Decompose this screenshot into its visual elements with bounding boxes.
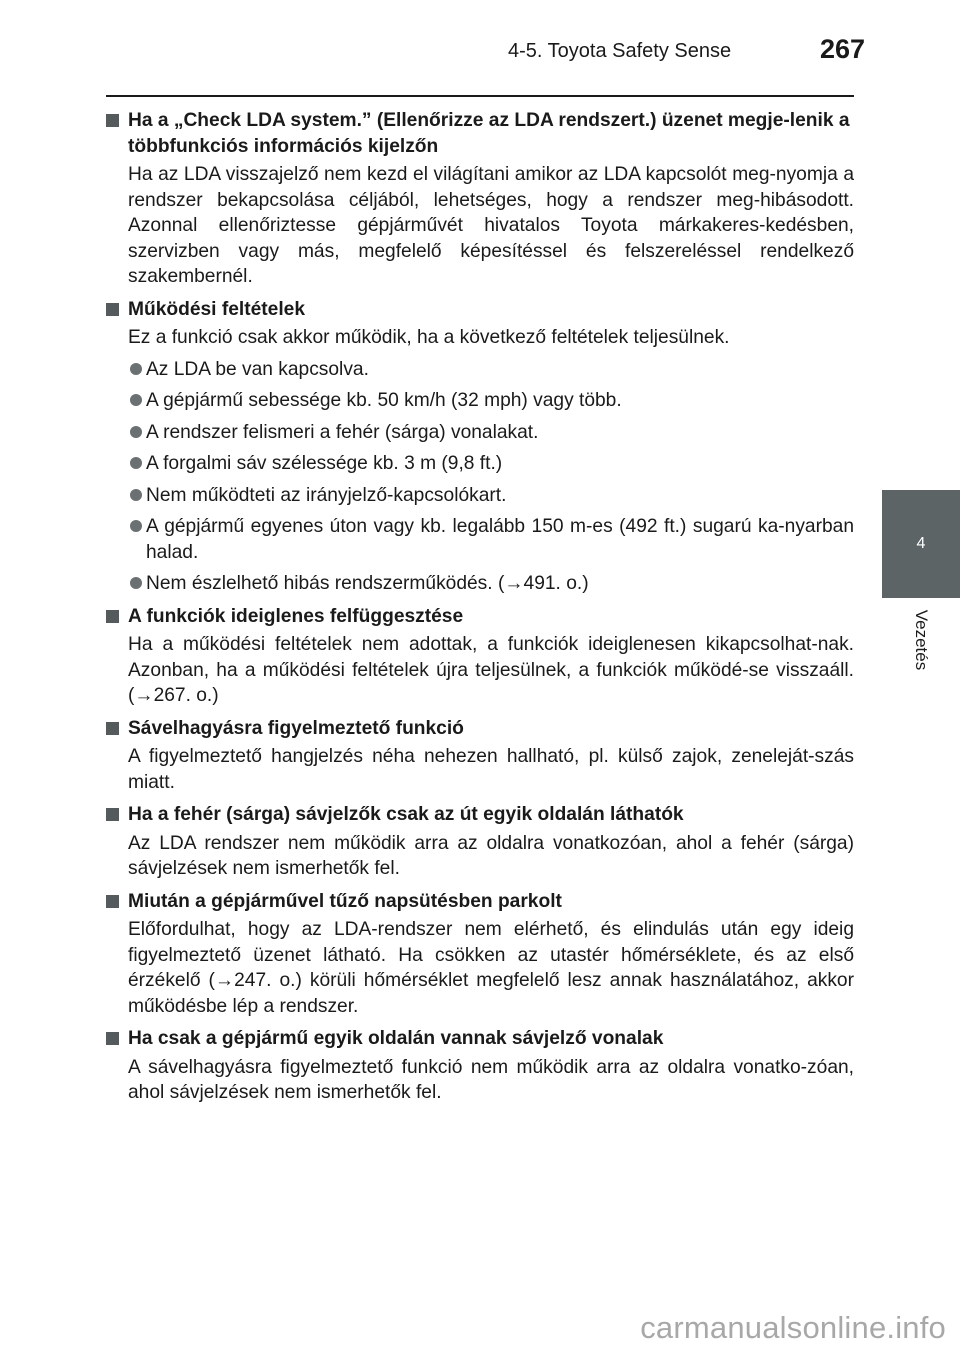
section-title: 4-5. Toyota Safety Sense bbox=[508, 40, 732, 62]
bullet-item: Az LDA be van kapcsolva. bbox=[106, 357, 854, 383]
section-paragraph: Ha az LDA visszajelző nem kezd el világítani amikor az LDA kapcsolót meg-nyomja a rendszer bekapcsolása céljából, lehetséges, hogy a rendszer meg-hibásodott. Azonnal ellenőriztesse gépjárművét hivatalos Toyota márkakeres-kedésben, szervizben vagy más, megfelelő képesítéssel és felszereléssel rendelkező szakembernél. bbox=[128, 164, 854, 287]
section-heading: Ha csak a gépjármű egyik oldalán vannak sávjelző vonalak bbox=[106, 1026, 854, 1052]
bullet-item: Nem működteti az irányjelző-kapcsolókart. bbox=[106, 483, 854, 509]
section-paragraph: Ha a működési feltételek nem adottak, a funkciók ideiglenesen kikapcsolhat-nak. Azonban, ha a működési feltételek újra teljesülnek, a funkciók működé-se visszaáll. (→267. o.) bbox=[128, 634, 854, 706]
section-paragraph: Az LDA rendszer nem működik arra az oldalra vonatkozóan, ahol a fehér (sárga) sávjelzések nem ismerhetők fel. bbox=[128, 832, 854, 879]
section-heading: Miután a gépjárművel tűző napsütésben parkolt bbox=[106, 889, 854, 915]
section-paragraph: Előfordulhat, hogy az LDA-rendszer nem elérhető, és elindulás után egy ideig figyelmeztető üzenet látható. Ha csökken az utastér hőmérséklete, és az első érzékelő (→247. o.) körüli hőmérséklet megfelelő lesz annak használatához, akkor működésbe lép a rendszer. bbox=[128, 919, 854, 1017]
section-paragraph: A sávelhagyásra figyelmeztető funkció nem működik arra az oldalra vonatko-zóan, ahol sávjelzések nem ismerhetők fel. bbox=[128, 1056, 854, 1103]
chapter-tab bbox=[882, 490, 960, 598]
section-heading: A funkciók ideiglenes felfüggesztése bbox=[106, 604, 854, 630]
section-heading: Ha a „Check LDA system.” (Ellenőrizze az LDA rendszert.) üzenet megje-lenik a többfunkciós információs kijelzőn bbox=[106, 108, 854, 159]
bullet-item: A gépjármű sebessége kb. 50 km/h (32 mph) vagy több. bbox=[106, 388, 854, 414]
page-content bbox=[106, 108, 854, 1106]
header-divider bbox=[106, 95, 854, 97]
section-heading: Ha a fehér (sárga) sávjelzők csak az út egyik oldalán láthatók bbox=[106, 802, 854, 828]
bullet-item: A gépjármű egyenes úton vagy kb. legalább 150 m-es (492 ft.) sugarú ka-nyarban halad. bbox=[106, 514, 854, 565]
page-number: 267 bbox=[820, 34, 866, 64]
bullet-item: Nem észlelhető hibás rendszerműködés. (→491. o.) bbox=[106, 571, 854, 597]
section-paragraph: Ez a funkció csak akkor működik, ha a következő feltételek teljesülnek. bbox=[128, 327, 730, 348]
bullet-item: A forgalmi sáv szélessége kb. 3 m (9,8 ft.) bbox=[106, 451, 854, 477]
chapter-number: 4 bbox=[916, 535, 926, 552]
section-heading: Sávelhagyásra figyelmeztető funkció bbox=[106, 716, 854, 742]
section-heading: Működési feltételek bbox=[106, 297, 854, 323]
chapter-label: Vezetés bbox=[912, 609, 931, 671]
bullet-item: A rendszer felismeri a fehér (sárga) vonalakat. bbox=[106, 420, 854, 446]
section-paragraph: A figyelmeztető hangjelzés néha nehezen hallható, pl. külső zajok, zeneleját-szás miatt. bbox=[128, 746, 854, 793]
watermark-text: carmanualsonline.info bbox=[640, 1310, 946, 1345]
